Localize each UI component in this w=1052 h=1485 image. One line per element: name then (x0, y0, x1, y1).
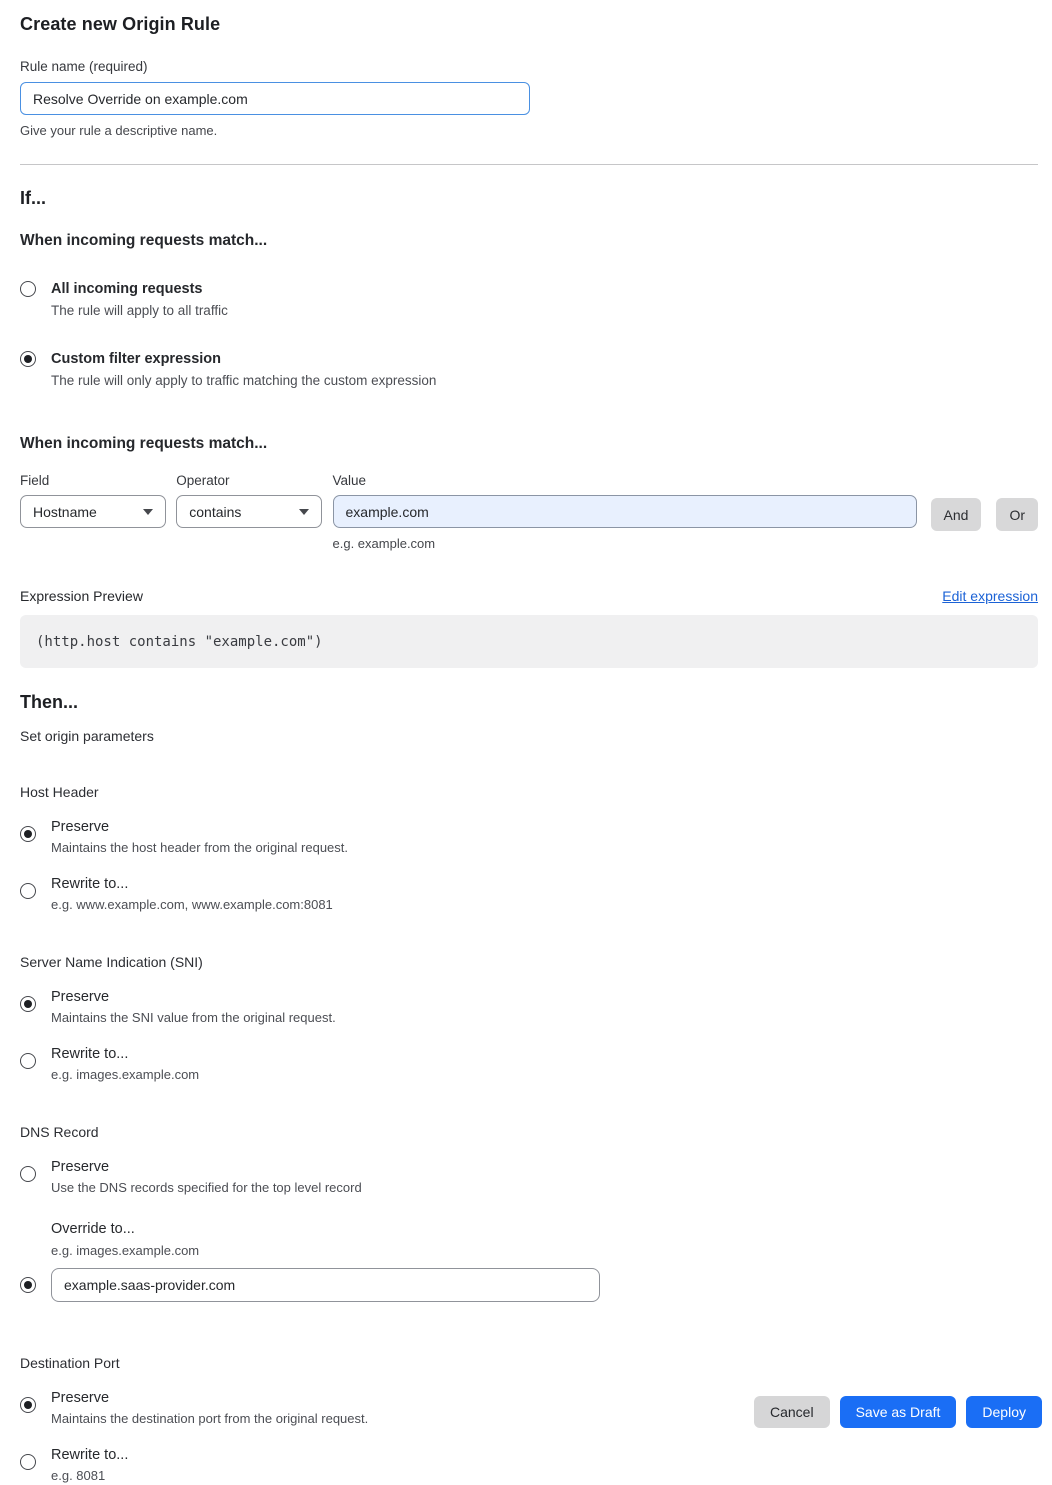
all-incoming-radio[interactable] (20, 281, 36, 297)
value-input[interactable] (333, 495, 917, 528)
field-select-value: Hostname (33, 503, 97, 520)
dns-override-input[interactable] (51, 1268, 600, 1302)
section-divider (20, 164, 1038, 165)
field-select[interactable] (20, 495, 166, 528)
all-incoming-description: The rule will apply to all traffic (51, 303, 228, 318)
option-all-incoming-requests[interactable] (20, 279, 1038, 320)
footer-actions (754, 1396, 1042, 1428)
dns-override-label: Override to... (51, 1221, 135, 1237)
sni-preserve-label: Preserve (51, 989, 110, 1005)
or-button[interactable]: Or (996, 498, 1038, 531)
rule-name-help: Give your rule a descriptive name. (20, 123, 218, 138)
expression-preview-text: (http.host contains "example.com") (36, 633, 323, 650)
sni-rewrite-description: e.g. images.example.com (51, 1067, 200, 1082)
expression-preview-box (20, 615, 1038, 668)
save-as-draft-button[interactable]: Save as Draft (840, 1396, 957, 1428)
custom-filter-label: Custom filter expression (51, 351, 222, 367)
dns-preserve-label: Preserve (51, 1159, 110, 1175)
custom-filter-radio[interactable] (20, 351, 36, 367)
expression-preview-label: Expression Preview (20, 588, 143, 604)
dns-preserve-radio[interactable] (20, 1166, 36, 1182)
destination-port-title: Destination Port (20, 1355, 120, 1371)
port-rewrite-label: Rewrite to... (51, 1447, 129, 1463)
port-preserve-radio[interactable] (20, 1397, 36, 1413)
incoming-match-heading: When incoming requests match... (20, 232, 268, 249)
dns-record-group (20, 1124, 1038, 1302)
host-header-preserve-option[interactable] (20, 817, 1038, 857)
rule-name-input[interactable] (20, 82, 530, 115)
rule-name-label: Rule name (required) (20, 59, 148, 74)
expression-builder-row (20, 473, 1038, 551)
edit-expression-link[interactable]: Edit expression (942, 588, 1038, 604)
dns-record-title: DNS Record (20, 1124, 99, 1140)
dns-preserve-description: Use the DNS records specified for the top level record (51, 1180, 362, 1195)
dns-override-help: e.g. images.example.com (51, 1243, 200, 1258)
port-preserve-label: Preserve (51, 1390, 110, 1406)
sni-rewrite-label: Rewrite to... (51, 1046, 129, 1062)
sni-rewrite-option[interactable] (20, 1044, 1038, 1084)
chevron-down-icon (143, 509, 153, 515)
host-header-rewrite-radio[interactable] (20, 883, 36, 899)
custom-filter-description: The rule will only apply to traffic matching the custom expression (51, 373, 437, 388)
sni-preserve-option[interactable] (20, 987, 1038, 1027)
value-help: e.g. example.com (332, 536, 436, 551)
all-incoming-label: All incoming requests (51, 281, 203, 297)
host-header-group (20, 784, 1038, 914)
field-label: Field (20, 473, 50, 488)
port-rewrite-description: e.g. 8081 (51, 1468, 106, 1483)
port-rewrite-radio[interactable] (20, 1454, 36, 1470)
operator-label: Operator (176, 473, 230, 488)
set-origin-parameters-label: Set origin parameters (20, 728, 154, 744)
dns-override-option (20, 1268, 1038, 1302)
page-title: Create new Origin Rule (20, 14, 221, 34)
operator-select-value: contains (189, 503, 242, 520)
cancel-button[interactable]: Cancel (754, 1396, 830, 1428)
option-custom-filter-expression[interactable] (20, 349, 1038, 390)
sni-preserve-radio[interactable] (20, 996, 36, 1012)
dns-preserve-option[interactable] (20, 1157, 1038, 1197)
dns-override-radio[interactable] (20, 1277, 36, 1293)
host-header-title: Host Header (20, 784, 99, 800)
rule-name-group (20, 59, 1038, 138)
sni-title: Server Name Indication (SNI) (20, 954, 203, 970)
sni-rewrite-radio[interactable] (20, 1053, 36, 1069)
host-header-preserve-description: Maintains the host header from the original request. (51, 840, 349, 855)
sni-preserve-description: Maintains the SNI value from the original request. (51, 1010, 336, 1025)
then-heading: Then... (20, 692, 78, 712)
chevron-down-icon (299, 509, 309, 515)
deploy-button[interactable]: Deploy (966, 1396, 1042, 1428)
value-label: Value (332, 473, 367, 488)
and-button[interactable]: And (931, 498, 982, 531)
port-preserve-description: Maintains the destination port from the original request. (51, 1411, 369, 1426)
expression-builder-heading: When incoming requests match... (20, 435, 268, 452)
port-rewrite-option[interactable] (20, 1445, 1038, 1485)
host-header-preserve-label: Preserve (51, 819, 110, 835)
host-header-rewrite-description: e.g. www.example.com, www.example.com:8081 (51, 897, 333, 912)
operator-select[interactable] (176, 495, 321, 528)
host-header-rewrite-option[interactable] (20, 874, 1038, 914)
if-heading: If... (20, 188, 46, 208)
host-header-preserve-radio[interactable] (20, 826, 36, 842)
sni-group (20, 954, 1038, 1084)
host-header-rewrite-label: Rewrite to... (51, 876, 129, 892)
